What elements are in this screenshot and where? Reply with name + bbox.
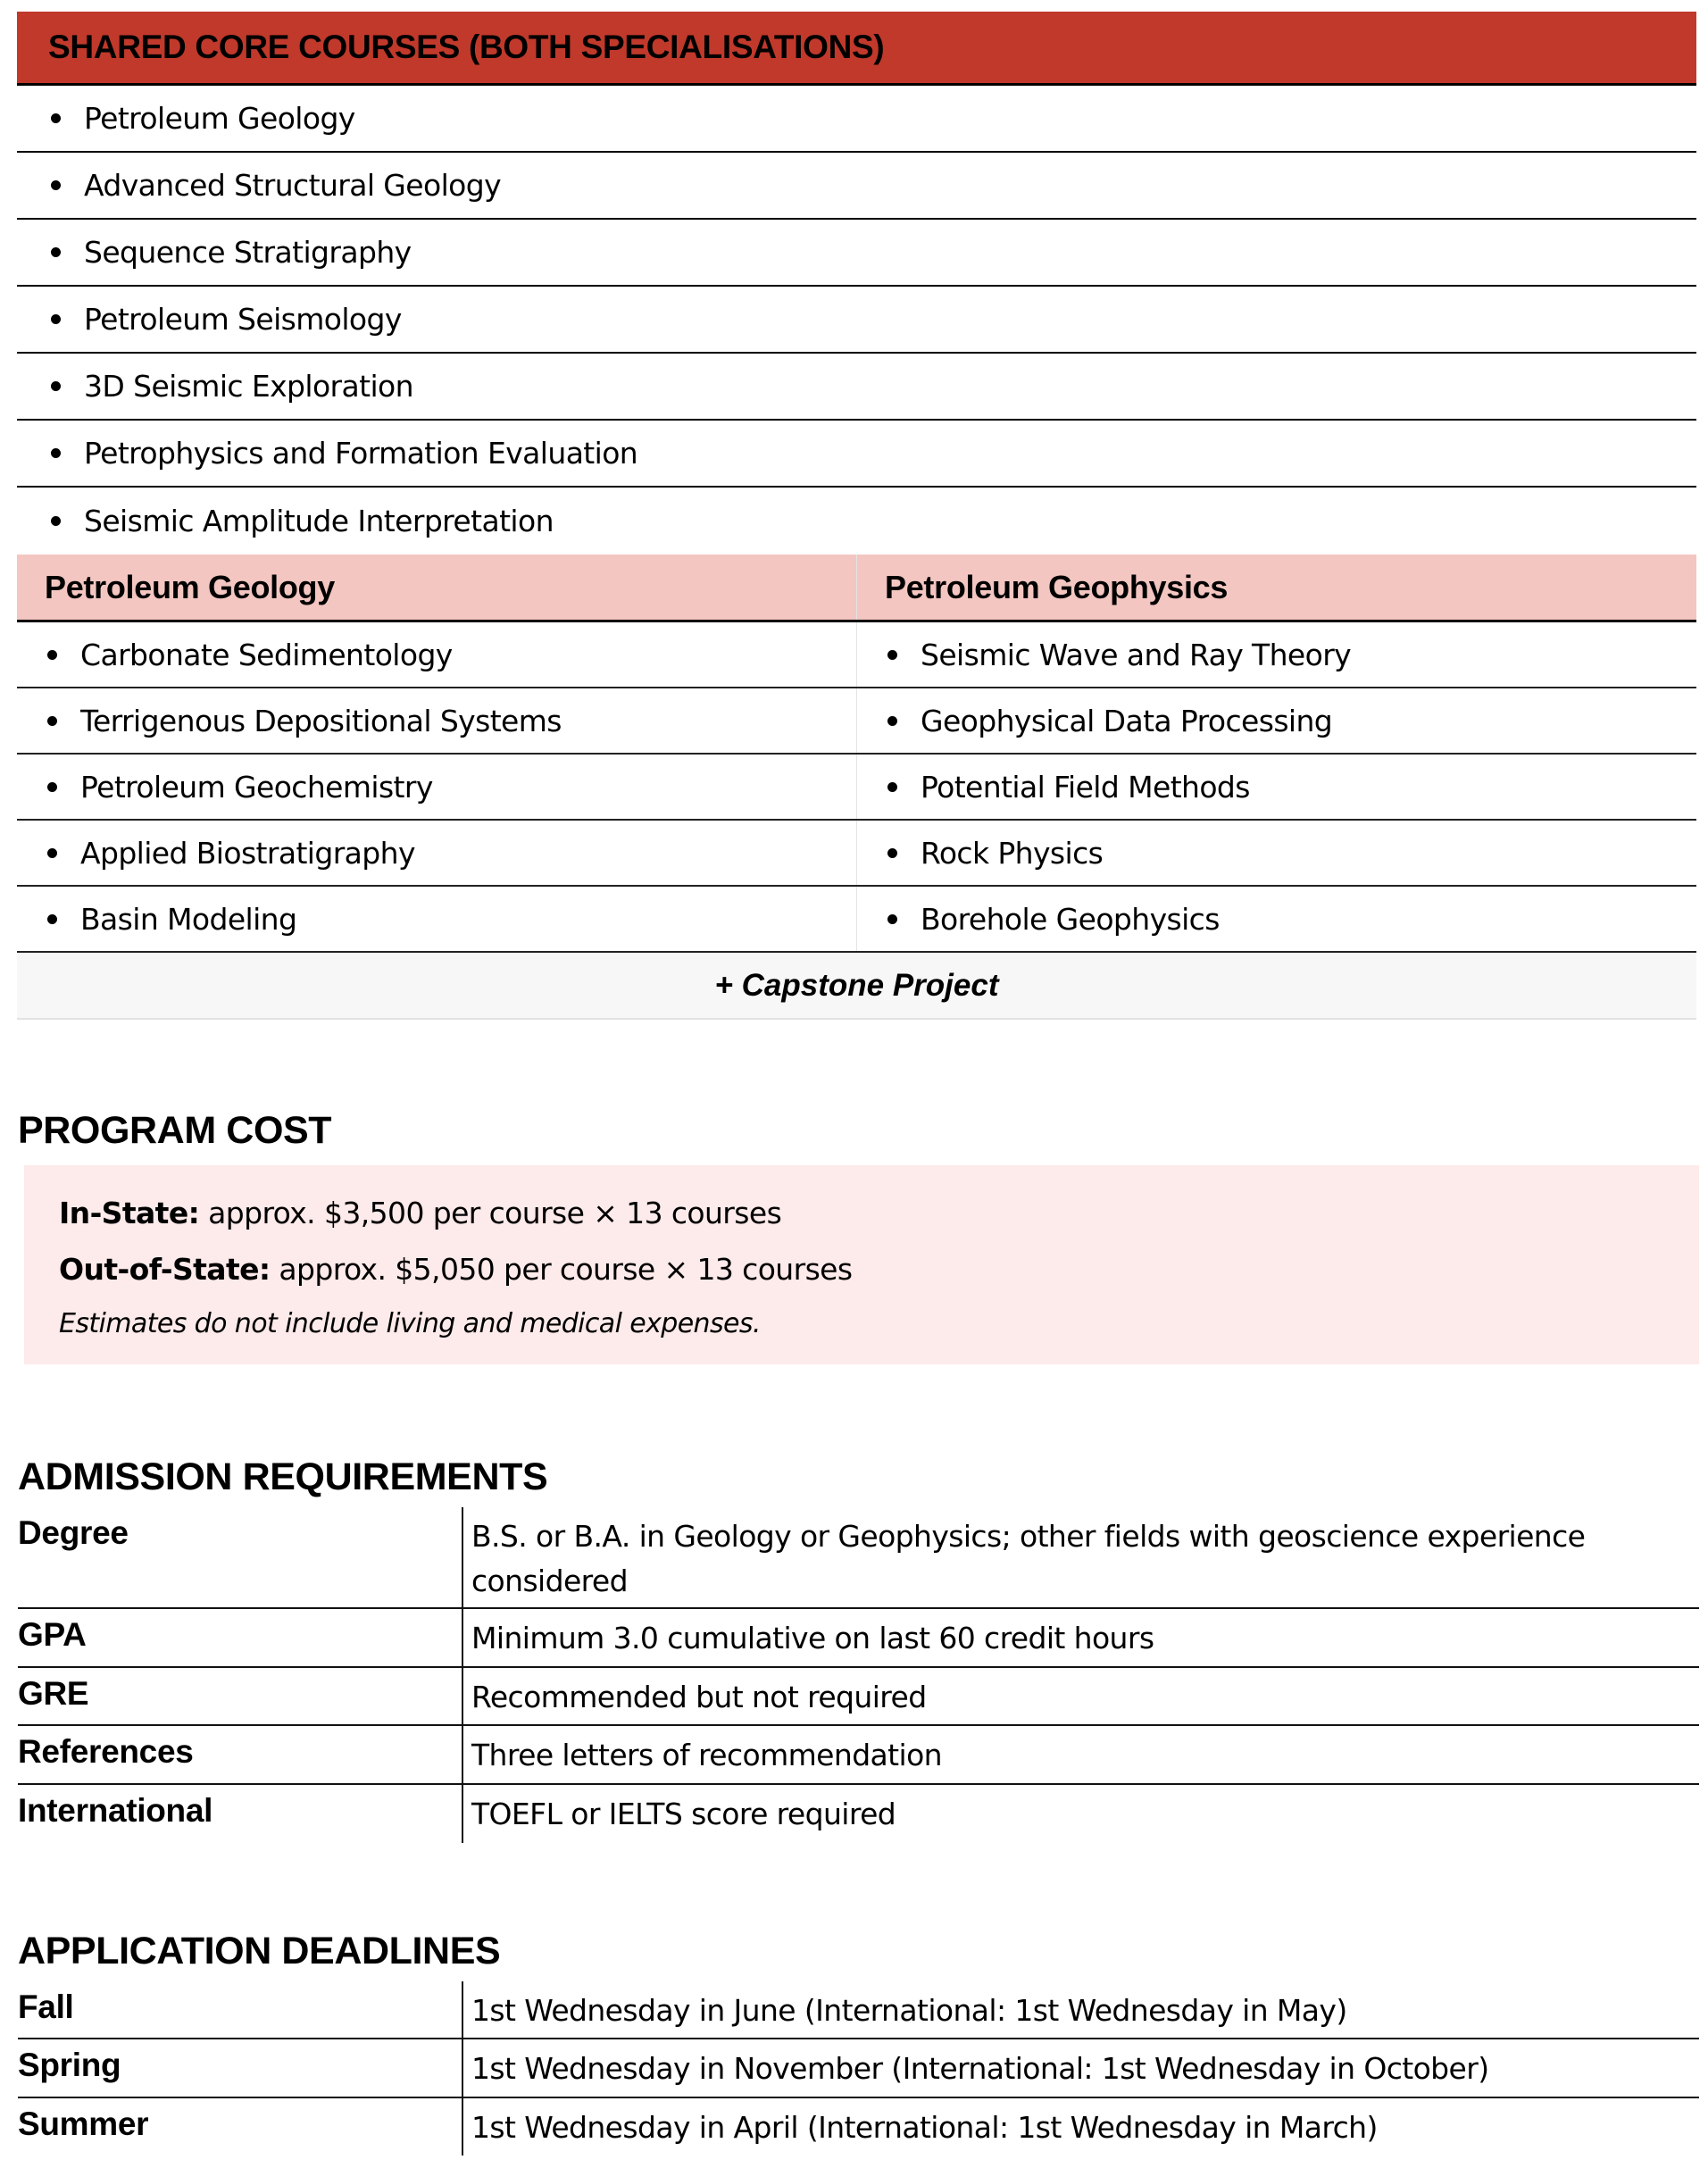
bullet-icon [51, 516, 61, 526]
term-label: Fall [18, 1981, 463, 2038]
cost-disclaimer: Estimates do not include living and medical expenses. [59, 1308, 761, 1339]
core-course-item [17, 354, 1696, 421]
requirement-label: International [18, 1785, 463, 1843]
requirement-value: B.S. or B.A. in Geology or Geophysics; other fields with geoscience experience considered [471, 1519, 1586, 1598]
requirement-label: GRE [18, 1668, 463, 1724]
in-state-label: In-State: [59, 1196, 200, 1230]
requirement-row [18, 1609, 1699, 1668]
course-name: Petroleum Seismology [84, 302, 402, 337]
course-name: Terrigenous Depositional Systems [80, 703, 562, 738]
geology-course [17, 887, 857, 951]
bullet-icon [47, 914, 57, 924]
core-courses-title: SHARED CORE COURSES (BOTH SPECIALISATIONS) [48, 29, 885, 65]
bullet-icon [887, 650, 897, 660]
requirement-row [18, 1507, 1699, 1609]
requirement-row [18, 1726, 1699, 1785]
specialisation-row [17, 755, 1696, 821]
course-name: Petroleum Geochemistry [80, 769, 433, 805]
geophysics-column-header [857, 555, 1696, 620]
bullet-icon [51, 113, 61, 123]
bullet-icon [887, 914, 897, 924]
core-course-item [17, 86, 1696, 153]
core-course-item [17, 488, 1696, 555]
course-name: 3D Seismic Exploration [84, 369, 413, 404]
specialisation-row [17, 821, 1696, 887]
course-name: Potential Field Methods [921, 769, 1250, 805]
geophysics-course [857, 688, 1696, 753]
bullet-icon [887, 848, 897, 858]
capstone-label: + Capstone Project [714, 967, 999, 1003]
requirement-label: References [18, 1726, 463, 1783]
specialisation-row [17, 622, 1696, 688]
admission-requirements-heading: ADMISSION REQUIREMENTS [18, 1455, 548, 1498]
core-course-item [17, 153, 1696, 220]
core-course-list [17, 86, 1696, 555]
term-label: Spring [18, 2039, 463, 2097]
geology-header-label: Petroleum Geology [45, 568, 335, 605]
requirement-value: Three letters of recommendation [471, 1738, 942, 1772]
program-cost-heading: PROGRAM COST [18, 1109, 332, 1152]
in-state-value: approx. $3,500 per course × 13 courses [199, 1196, 782, 1230]
requirement-value: Minimum 3.0 cumulative on last 60 credit hours [471, 1621, 1154, 1655]
bullet-icon [51, 180, 61, 190]
course-name: Advanced Structural Geology [84, 168, 502, 203]
application-deadlines-table [18, 1981, 1699, 2155]
out-of-state-value: approx. $5,050 per course × 13 courses [270, 1252, 853, 1287]
bullet-icon [51, 381, 61, 391]
deadline-row [18, 2098, 1699, 2155]
requirement-row [18, 1668, 1699, 1726]
course-name: Geophysical Data Processing [921, 703, 1333, 738]
term-label: Summer [18, 2098, 463, 2155]
bullet-icon [47, 782, 57, 792]
core-course-item [17, 421, 1696, 488]
bullet-icon [47, 650, 57, 660]
course-name: Sequence Stratigraphy [84, 235, 412, 270]
requirement-value: Recommended but not required [471, 1680, 927, 1714]
geophysics-course [857, 755, 1696, 819]
geophysics-course [857, 622, 1696, 687]
geophysics-course [857, 887, 1696, 951]
bullet-icon [47, 716, 57, 726]
deadline-value: 1st Wednesday in April (International: 1st Wednesday in March) [471, 2110, 1378, 2145]
specialisation-header-row [17, 555, 1696, 622]
bullet-icon [887, 716, 897, 726]
deadline-value: 1st Wednesday in June (International: 1st Wednesday in May) [471, 1993, 1347, 2028]
out-of-state-label: Out-of-State: [59, 1252, 271, 1287]
course-name: Applied Biostratigraphy [80, 835, 415, 871]
geology-column-header [17, 555, 857, 620]
deadline-row [18, 1981, 1699, 2039]
course-name: Petrophysics and Formation Evaluation [84, 436, 638, 471]
course-name: Rock Physics [921, 835, 1104, 871]
requirement-row [18, 1785, 1699, 1843]
course-name: Petroleum Geology [84, 101, 355, 136]
specialisation-row [17, 688, 1696, 755]
geophysics-course [857, 821, 1696, 885]
core-course-item [17, 220, 1696, 287]
bullet-icon [51, 247, 61, 257]
geology-course [17, 688, 857, 753]
course-name: Borehole Geophysics [921, 901, 1220, 937]
bullet-icon [51, 448, 61, 458]
out-of-state-cost [59, 1241, 1699, 1297]
deadline-row [18, 2039, 1699, 2098]
admission-requirements-table [18, 1507, 1699, 1843]
geophysics-header-label: Petroleum Geophysics [885, 568, 1229, 605]
course-name: Seismic Wave and Ray Theory [921, 637, 1352, 672]
bullet-icon [47, 848, 57, 858]
application-deadlines-heading: APPLICATION DEADLINES [18, 1930, 501, 1972]
course-name: Carbonate Sedimentology [80, 637, 453, 672]
geology-course [17, 622, 857, 687]
requirement-value: TOEFL or IELTS score required [471, 1797, 896, 1831]
core-course-item [17, 287, 1696, 354]
courses-table [17, 12, 1696, 1020]
deadline-value: 1st Wednesday in November (International: 1st Wednesday in October) [471, 2051, 1489, 2086]
in-state-cost [59, 1185, 1699, 1241]
specialisation-row [17, 887, 1696, 953]
requirement-label: GPA [18, 1609, 463, 1666]
requirement-label: Degree [18, 1507, 463, 1607]
geology-course [17, 755, 857, 819]
capstone-row [17, 953, 1696, 1020]
geology-course [17, 821, 857, 885]
bullet-icon [51, 314, 61, 324]
course-name: Seismic Amplitude Interpretation [84, 504, 554, 538]
program-cost-box [24, 1165, 1699, 1364]
course-name: Basin Modeling [80, 901, 297, 937]
bullet-icon [887, 782, 897, 792]
core-courses-header [17, 12, 1696, 86]
